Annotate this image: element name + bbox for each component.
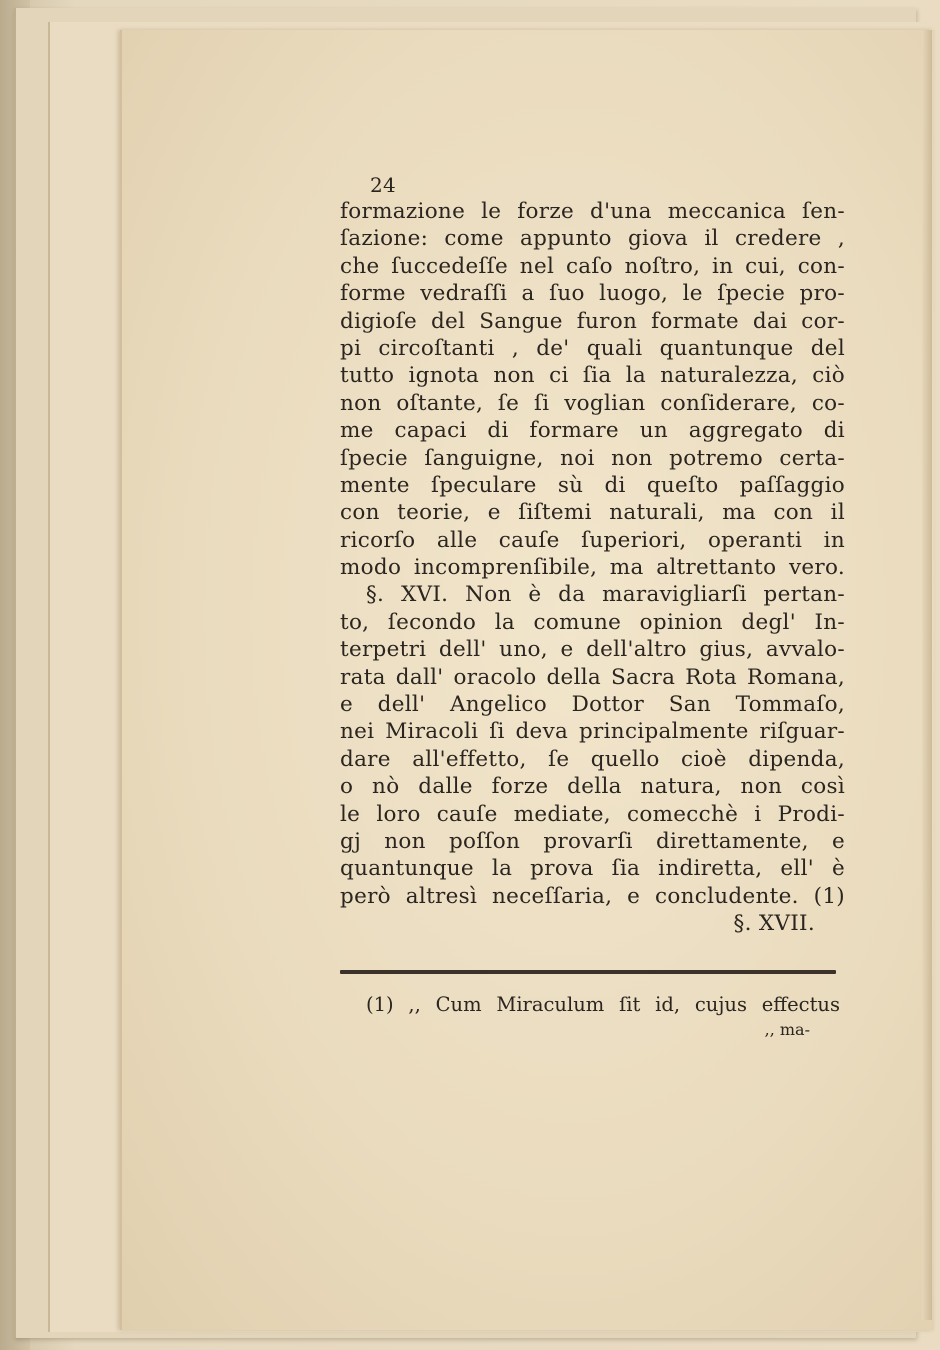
- footnote-catchword: ,, ma-: [764, 1020, 810, 1040]
- page-edge: [922, 30, 932, 1320]
- text-line: gj non poſſon provarſi direttamente, e: [340, 828, 845, 854]
- text-line: le loro cauſe mediate, comecchè i Prodi-: [340, 801, 845, 827]
- text-line: ſpecie ſanguigne, noi non potremo certa-: [340, 445, 845, 471]
- text-line: o nò dalle forze della natura, non così: [340, 774, 845, 800]
- text-line: tutto ignota non ci ſia la naturalezza, ciò: [340, 363, 845, 389]
- text-line: me capaci di formare un aggregato di: [340, 418, 845, 444]
- section-heading-line: §. XVI. Non è da maravigliarſi pertan-: [366, 582, 845, 608]
- text-line: mente ſpeculare sù di queſto paſſaggio: [340, 472, 845, 498]
- text-line: to, ſecondo la comune opinion degl' In-: [340, 609, 845, 635]
- text-line: ricorſo alle cauſe ſuperiori, operanti in: [340, 527, 845, 553]
- text-line: che ſuccedeſſe nel caſo noſtro, in cui, con-: [340, 253, 845, 279]
- text-line: quantunque la prova ſia indiretta, ell' è: [340, 856, 845, 882]
- footnote: [340, 992, 840, 1041]
- text-line: rata dall' oracolo della Sacra Rota Romana,: [340, 664, 845, 690]
- footnote-line: (1) ,, Cum Miraculum ſit id, cujus effectus: [366, 993, 840, 1016]
- text-line: con teorie, e ſiſtemi naturali, ma con il: [340, 500, 845, 526]
- text-line: non oſtante, ſe ſi voglian conſiderare, co-: [340, 390, 845, 416]
- text-line: formazione le forze d'una meccanica ſen-: [340, 199, 845, 224]
- text-line: terpetri dell' uno, e dell'altro gius, avvalo-: [340, 637, 845, 663]
- text-line: dare all'effetto, ſe quello cioè dipenda,: [340, 746, 845, 772]
- text-line: e dell' Angelico Dottor San Tommaſo,: [340, 692, 845, 718]
- text-line: pi circoſtanti , de' quali quantunque del: [340, 335, 845, 361]
- catchword: §. XVII.: [733, 911, 815, 937]
- footnote-rule: [340, 970, 836, 974]
- text-line: forme vedraſſi a ſuo luogo, le ſpecie pro-: [340, 281, 845, 307]
- text-line: modo incomprenſibile, ma altrettanto vero.: [340, 555, 845, 581]
- text-line: nei Miracoli ſi deva principalmente riſguar-: [340, 719, 845, 745]
- page-number: 24: [370, 173, 397, 197]
- text-line: però altresì neceſſaria, e concludente. (1): [340, 883, 845, 909]
- text-line: ſazione: come appunto giova il credere ,: [340, 226, 845, 252]
- main-text-block: [340, 172, 845, 938]
- text-line: digioſe del Sangue furon formate dai cor-: [340, 308, 845, 334]
